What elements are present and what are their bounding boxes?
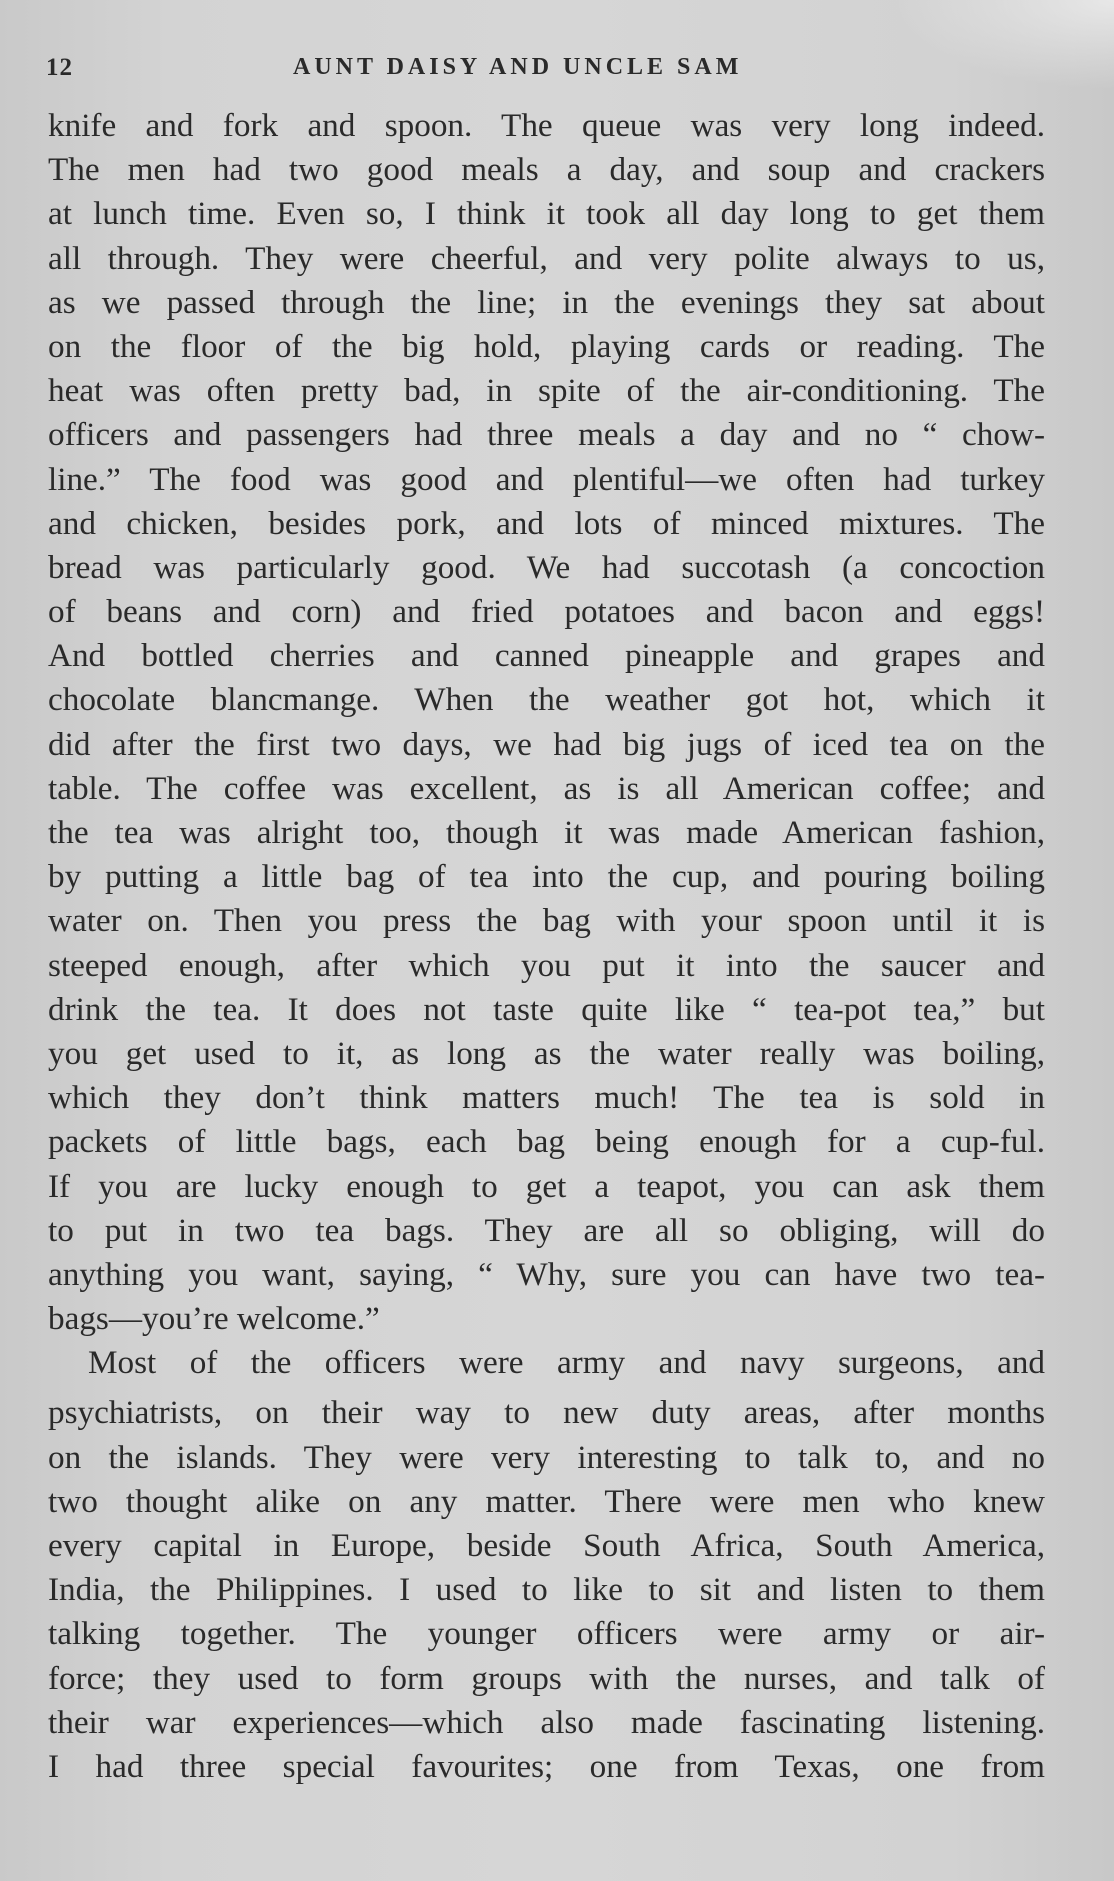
text-line: as we passed through the line; in the evenings they sat about [48, 283, 1045, 321]
body-text [48, 104, 1048, 1789]
text-line: force; they used to form groups with the nurses, and talk of [48, 1659, 1045, 1697]
text-line: at lunch time. Even so, I think it took all day long to get them [48, 195, 1045, 233]
running-title: AUNT DAISY AND UNCLE SAM [293, 54, 743, 80]
text-line: to put in two tea bags. They are all so obliging, will do [48, 1211, 1045, 1249]
text-line: anything you want, saying, “ Why, sure you can have two tea- [48, 1255, 1045, 1293]
text-line: bread was particularly good. We had succotash (a concoction [48, 548, 1045, 586]
text-line: every capital in Europe, beside South Africa, South America, [48, 1527, 1045, 1564]
text-line: chocolate blancmange. When the weather got hot, which it [48, 681, 1045, 719]
text-line: psychiatrists, on their way to new duty areas, after months [48, 1394, 1045, 1432]
text-line: and chicken, besides pork, and lots of minced mixtures. The [48, 504, 1045, 542]
text-line: talking together. The younger officers were army or air- [48, 1615, 1045, 1653]
text-line: of beans and corn) and fried potatoes and bacon and eggs! [48, 593, 1045, 631]
text-line: I had three special favourites; one from Texas, one from [48, 1747, 1045, 1785]
text-line: steeped enough, after which you put it into the saucer and [48, 946, 1045, 984]
text-line: If you are lucky enough to get a teapot, you can ask them [48, 1167, 1045, 1205]
text-line: by putting a little bag of tea into the cup, and pouring boiling [48, 858, 1045, 896]
text-line: officers and passengers had three meals a day and no “ chow- [48, 416, 1045, 454]
text-line-paragraph-start: Most of the officers were army and navy surgeons, and [88, 1344, 1045, 1382]
text-line: heat was often pretty bad, in spite of the air-conditioning. The [48, 372, 1045, 410]
text-line: knife and fork and spoon. The queue was very long indeed. [48, 107, 1045, 144]
text-line: drink the tea. It does not taste quite like “ tea-pot tea,” but [48, 990, 1045, 1028]
text-line: you get used to it, as long as the water really was boiling, [48, 1034, 1045, 1072]
text-line: on the islands. They were very interesting to talk to, and no [48, 1438, 1045, 1476]
text-line: packets of little bags, each bag being enough for a cup-ful. [48, 1123, 1045, 1161]
text-line: India, the Philippines. I used to like to sit and listen to them [48, 1571, 1045, 1609]
text-line: did after the first two days, we had big jugs of iced tea on the [48, 725, 1045, 763]
text-line-paragraph-end: bags—you’re welcome.” [48, 1300, 380, 1338]
text-line: two thought alike on any matter. There were men who knew [48, 1482, 1045, 1520]
text-line: water on. Then you press the bag with your spoon until it is [48, 902, 1045, 940]
text-line: And bottled cherries and canned pineapple and grapes and [48, 637, 1045, 675]
text-line: on the floor of the big hold, playing cards or reading. The [48, 327, 1045, 365]
page-header [46, 54, 1046, 86]
text-line: line.” The food was good and plentiful—we often had turkey [48, 460, 1045, 498]
text-line: table. The coffee was excellent, as is all American coffee; and [48, 769, 1045, 807]
text-line: The men had two good meals a day, and soup and crackers [48, 151, 1045, 189]
text-line: the tea was alright too, though it was made American fashion, [48, 814, 1045, 851]
text-line: all through. They were cheerful, and very polite always to us, [48, 239, 1045, 277]
text-line: which they don’t think matters much! The tea is sold in [48, 1079, 1045, 1117]
page-number: 12 [46, 54, 73, 81]
text-line: their war experiences—which also made fascinating listening. [48, 1703, 1045, 1741]
